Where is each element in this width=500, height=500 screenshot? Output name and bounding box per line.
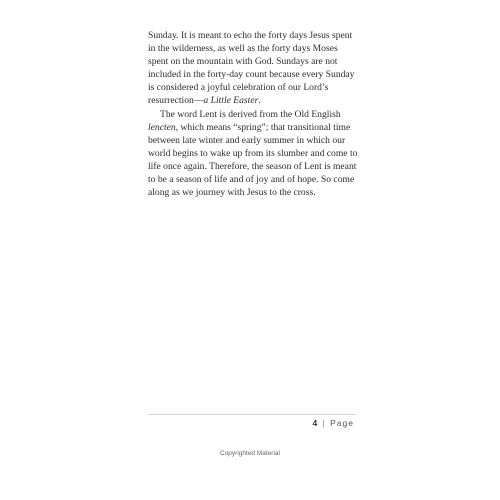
paragraph-2-text-a: The word Lent is derived from the Old English — [160, 108, 341, 120]
paragraph-2 — [148, 108, 358, 200]
copyright-notice: Copyrighted Material — [220, 450, 280, 457]
footer-divider — [148, 414, 356, 415]
page-number: 4 — [312, 418, 319, 428]
paragraph-2-text-b: , which means “spring”; that transitional time between late winter and early summer in which our world begins to wake up from its slumber and come to life once again. Therefore, the season of Lent is meant to be a season of life and of joy and of hope. So come along as we journey with Jesus to the cross. — [148, 121, 358, 199]
paragraph-2-italic: lencten — [148, 121, 176, 133]
paragraph-1 — [148, 29, 358, 108]
page-separator: | — [322, 418, 326, 428]
page-number-footer — [312, 418, 354, 428]
page-label: Page — [330, 418, 354, 428]
paragraph-1-italic: a Little Easter — [203, 95, 259, 107]
paragraph-1-text-a: Sunday. It is meant to echo the forty days Jesus spent in the wilderness, as well as the forty days Moses spent on the mountain with God. Sundays are not included in the forty-day count because every Sunday is considered a joyful celebration of our Lord’s resurrection— — [148, 30, 355, 107]
body-text — [148, 29, 358, 199]
paragraph-1-text-b: . — [258, 95, 261, 107]
